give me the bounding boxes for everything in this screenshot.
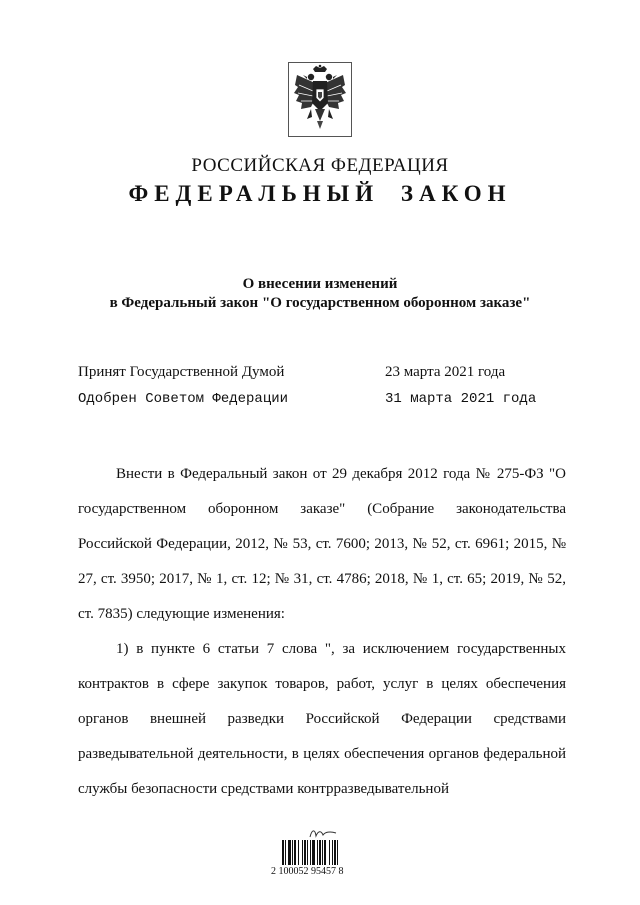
barcode-bar — [319, 840, 321, 865]
coat-of-arms-frame — [288, 62, 352, 137]
barcode-bar — [310, 840, 311, 865]
barcode-bar — [334, 840, 336, 865]
law-title-line-1: О внесении изменений — [242, 276, 398, 292]
barcode-bar — [294, 840, 296, 865]
barcode-bar — [282, 840, 284, 865]
country-name: РОССИЙСКАЯ ФЕДЕРАЦИЯ — [191, 155, 449, 176]
barcode — [282, 840, 358, 865]
barcode-bar — [337, 840, 338, 865]
document-type: ФЕДЕРАЛЬНЫЙ ЗАКОН — [128, 181, 512, 206]
adoption-label: Одобрен Советом Федерации — [78, 391, 289, 407]
body-paragraph-intro: Внести в Федеральный закон от 29 декабря 2012 года № 275-ФЗ "О государственном оборонном заказе" (Собрание законодательства Российской Федерации, 2012, № 53, ст. 7600; 2013, № 52, ст. 6961; 2015, № 27, ст. 3950; 2017, № 1, ст. 12; № 31, ст. 4786; 2018, № 1, ст. 65; 2019, № 52, ст. 7835) следующие изменения: — [78, 466, 566, 622]
adoption-label: Принят Государственной Думой — [78, 364, 285, 380]
signature-mark — [308, 827, 338, 839]
law-title — [0, 275, 640, 313]
adoption-date: 31 марта 2021 года — [385, 391, 537, 407]
law-body — [78, 457, 566, 807]
adoption-date: 23 марта 2021 года — [385, 364, 506, 380]
barcode-number: 2 100052 95457 8 — [271, 866, 344, 877]
barcode-bar — [312, 840, 315, 865]
barcode-bar — [288, 840, 291, 865]
barcode-bar — [302, 840, 303, 865]
double-headed-eagle-icon — [289, 63, 351, 136]
barcode-bar — [285, 840, 286, 865]
barcode-bar — [304, 840, 306, 865]
barcode-bar — [332, 840, 333, 865]
barcode-bar — [322, 840, 323, 865]
body-paragraph-item-1: 1) в пункте 6 статьи 7 слова ", за исключением государственных контрактов в сфере закупок товаров, работ, услуг в целях обеспечения органов внешней разведки Российской Федерации средствами разведывательной деятельности, в целях обеспечения органов федеральной службы безопасности средствами контрразведывательной — [78, 641, 566, 797]
barcode-bar — [329, 840, 330, 865]
barcode-bar — [324, 840, 326, 865]
barcode-bar — [292, 840, 293, 865]
law-title-line-2: в Федеральный закон "О государственном оборонном заказе" — [109, 295, 531, 311]
barcode-bar — [298, 840, 299, 865]
barcode-bar — [307, 840, 308, 865]
barcode-bar — [317, 840, 318, 865]
